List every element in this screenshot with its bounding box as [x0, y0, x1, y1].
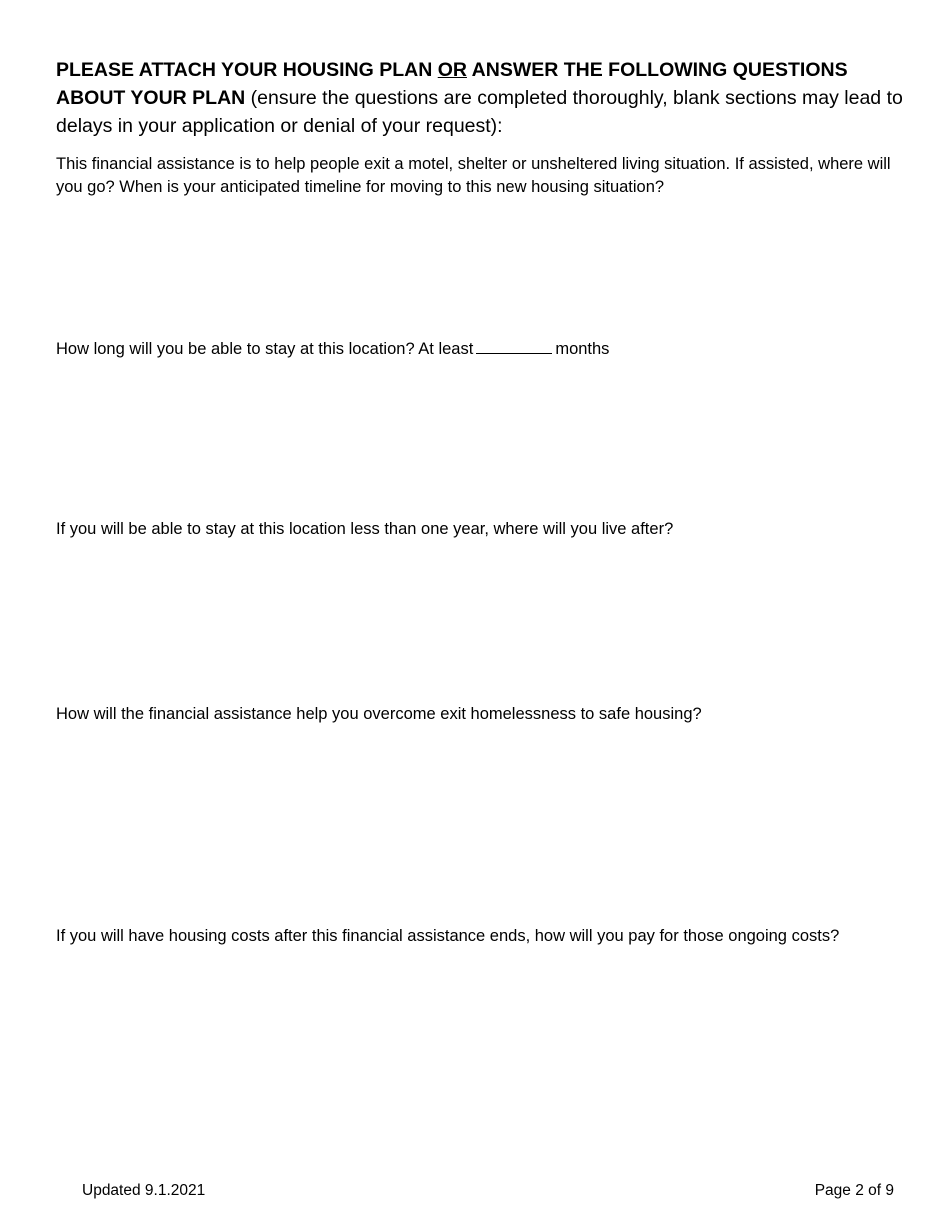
answer-area-2[interactable] [56, 366, 896, 511]
question-5: If you will have housing costs after this financial assistance ends, how will you pay for those ongoing costs? [56, 927, 840, 945]
question-1: This financial assistance is to help people exit a motel, shelter or unsheltered living situation. If assisted, where will you go? When is your anticipated timeline for moving to this new housing situation? [56, 155, 891, 196]
question-3: If you will be able to stay at this location less than one year, where will you live after? [56, 520, 674, 538]
heading-part2: ANSWER THE FOLLOWING QUESTIONS ABOUT YOUR PLAN [56, 59, 848, 109]
instructions-heading [56, 56, 906, 140]
heading-or: OR [437, 59, 467, 81]
question-2 [56, 336, 916, 361]
question-2-suffix: months [555, 340, 610, 358]
footer-page-number: Page 2 of 9 [814, 1182, 894, 1199]
question-4: How will the financial assistance help you overcome exit homelessness to safe housing? [56, 705, 702, 723]
months-blank[interactable] [476, 336, 552, 354]
answer-area-5[interactable] [56, 955, 896, 1165]
answer-area-4[interactable] [56, 733, 896, 918]
footer-updated: Updated 9.1.2021 [82, 1182, 206, 1199]
answer-area-1[interactable] [56, 204, 896, 328]
answer-area-3[interactable] [56, 548, 896, 696]
heading-note: (ensure the questions are completed thoroughly, blank sections may lead to delays in your application or denial of your request): [56, 87, 903, 137]
heading-part1: PLEASE ATTACH YOUR HOUSING PLAN [56, 59, 438, 81]
question-2-prefix: How long will you be able to stay at this location? At least [56, 340, 474, 358]
